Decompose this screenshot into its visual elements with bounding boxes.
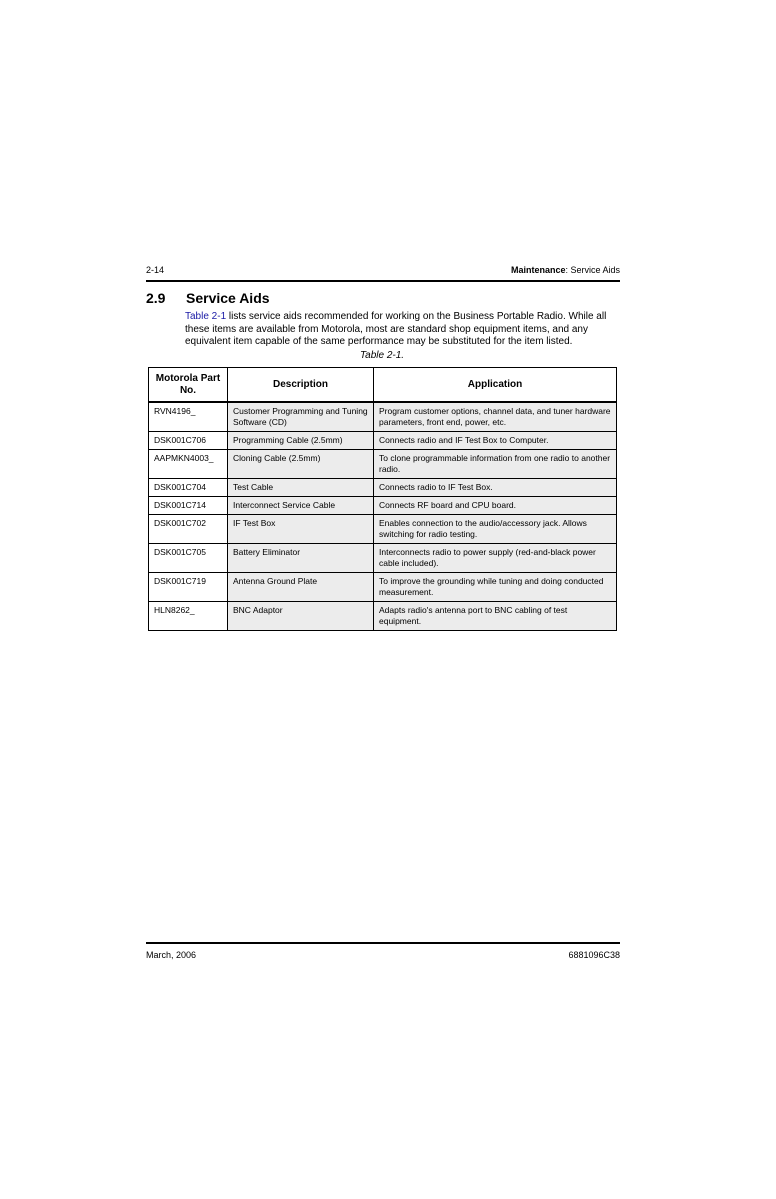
application-cell: Adapts radio's antenna port to BNC cabling of test equipment. xyxy=(374,602,617,631)
running-header-chapter: Maintenance xyxy=(510,265,566,275)
running-header xyxy=(511,265,620,275)
page-number: 2-14 xyxy=(146,265,165,275)
column-header-description: Description xyxy=(228,368,374,403)
table-caption: Table 2-1. xyxy=(359,350,405,361)
footer-rule xyxy=(146,942,620,944)
part-number-cell: DSK001C702 xyxy=(149,515,228,544)
table-row xyxy=(149,402,617,432)
application-cell: Connects radio and IF Test Box to Computer. xyxy=(374,432,617,450)
description-cell: IF Test Box xyxy=(228,515,374,544)
application-cell: To clone programmable information from one radio to another radio. xyxy=(374,450,617,479)
running-header-topic: : Service Aids xyxy=(565,265,620,275)
intro-paragraph xyxy=(185,311,615,349)
part-number-cell: DSK001C705 xyxy=(149,544,228,573)
part-number-cell: AAPMKN4003_ xyxy=(149,450,228,479)
description-cell: BNC Adaptor xyxy=(228,602,374,631)
footer-date: March, 2006 xyxy=(146,950,197,960)
table-row xyxy=(149,515,617,544)
table-row xyxy=(149,602,617,631)
table-row xyxy=(149,544,617,573)
part-number-cell: HLN8262_ xyxy=(149,602,228,631)
application-cell: Enables connection to the audio/accessory jack. Allows switching for radio testing. xyxy=(374,515,617,544)
column-header-application: Application xyxy=(374,368,617,403)
table-row xyxy=(149,432,617,450)
description-cell: Customer Programming and Tuning Software (CD) xyxy=(228,402,374,432)
description-cell: Cloning Cable (2.5mm) xyxy=(228,450,374,479)
part-number-cell: DSK001C714 xyxy=(149,497,228,515)
header-rule xyxy=(146,280,620,282)
application-cell: To improve the grounding while tuning and doing conducted measurement. xyxy=(374,573,617,602)
application-cell: Connects RF board and CPU board. xyxy=(374,497,617,515)
section-number: 2.9 xyxy=(146,290,166,306)
table-header-row xyxy=(149,368,617,403)
table-row xyxy=(149,573,617,602)
part-number-cell: DSK001C719 xyxy=(149,573,228,602)
table-row xyxy=(149,450,617,479)
application-cell: Connects radio to IF Test Box. xyxy=(374,479,617,497)
footer-doc-number: 6881096C38 xyxy=(568,950,620,960)
description-cell: Antenna Ground Plate xyxy=(228,573,374,602)
table-row xyxy=(149,497,617,515)
service-aids-table xyxy=(148,367,617,631)
table-reference-link[interactable]: Table 2-1 xyxy=(185,311,227,322)
application-cell: Interconnects radio to power supply (red-and-black power cable included). xyxy=(374,544,617,573)
section-title: Service Aids xyxy=(186,290,270,306)
column-header-part-no: Motorola Part No. xyxy=(149,368,228,403)
description-cell: Test Cable xyxy=(228,479,374,497)
description-cell: Interconnect Service Cable xyxy=(228,497,374,515)
part-number-cell: RVN4196_ xyxy=(149,402,228,432)
application-cell: Program customer options, channel data, and tuner hardware parameters, front end, power, etc. xyxy=(374,402,617,432)
intro-text: lists service aids recommended for working on the Business Portable Radio. While all these items are available from Motorola, most are standard shop equipment items, and any equivalent item capable of the same performance may be substituted for the item listed. xyxy=(185,311,607,347)
description-cell: Battery Eliminator xyxy=(228,544,374,573)
section-heading xyxy=(146,290,270,306)
part-number-cell: DSK001C704 xyxy=(149,479,228,497)
description-cell: Programming Cable (2.5mm) xyxy=(228,432,374,450)
table-row xyxy=(149,479,617,497)
part-number-cell: DSK001C706 xyxy=(149,432,228,450)
